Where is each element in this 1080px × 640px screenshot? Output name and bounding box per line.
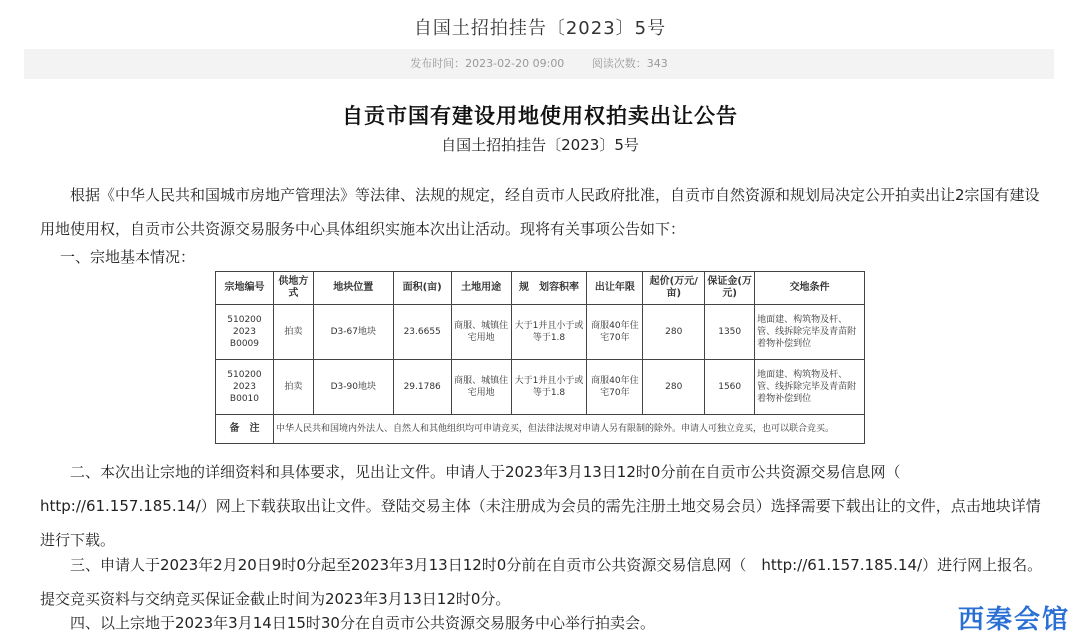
table-cell: 地面建、构筑物及杆、管、线拆除完毕及青苗附着物补偿到位: [755, 360, 865, 415]
table-header-row: [216, 272, 865, 305]
table-cell: 商服40年住宅70年: [587, 305, 643, 360]
table-cell: 510200 2023 B0009: [216, 305, 274, 360]
publish-time: 发布时间：2023-02-20 09:00: [410, 57, 565, 70]
table-cell: 大于1并且小于或等于1.8: [511, 360, 587, 415]
section-1-heading: 一、宗地基本情况：: [60, 248, 196, 266]
table-cell: 1350: [705, 305, 755, 360]
table-cell: 23.6655: [393, 305, 451, 360]
header-cell: 供地方式: [273, 272, 313, 305]
watermark-logo: 西秦会馆: [957, 605, 1070, 635]
header-cell: 土地用途: [451, 272, 511, 305]
table-cell: 280: [643, 305, 705, 360]
remark-label: 备 注: [216, 415, 274, 444]
table-remark-row: [216, 415, 865, 444]
notice-title: 自贡市国有建设用地使用权拍卖出让公告: [342, 104, 738, 128]
table-cell: 510200 2023 B0010: [216, 360, 274, 415]
header-cell: 出让年限: [587, 272, 643, 305]
table-cell: 280: [643, 360, 705, 415]
table-cell: 29.1786: [393, 360, 451, 415]
doc-number: 自国土招拍挂告〔2023〕5号: [441, 136, 639, 154]
table-cell: 商服、城镇住宅用地: [451, 305, 511, 360]
table-cell: 大于1并且小于或等于1.8: [511, 305, 587, 360]
section-3-paragraph: 三、申请人于2023年2月20日9时0分起至2023年3月13日12时0分前在自贡市公共资源交易信息网（ http://61.157.185.14/）进行网上报名。提交竞买资料与交纳竞买保证金截止时间为2023年3月13日12时0分。: [40, 556, 1043, 608]
table-cell: 1560: [705, 360, 755, 415]
section-2-paragraph: 二、本次出让宗地的详细资料和具体要求，见出让文件。申请人于2023年3月13日12时0分前在自贡市公共资源交易信息网（ http://61.157.185.14/）网上下载获取出让文件。登陆交易主体（未注册成为会员的需先注册土地交易会员）选择需要下载出让的文件，点击地块详情进行下载。: [40, 463, 1041, 549]
table-cell: D3-90地块: [313, 360, 393, 415]
page-header-title: 自国土招拍挂告〔2023〕5号: [413, 18, 667, 39]
header-cell: 地块位置: [313, 272, 393, 305]
table-cell: 拍卖: [273, 360, 313, 415]
header-cell: 面积(亩): [393, 272, 451, 305]
table-cell: D3-67地块: [313, 305, 393, 360]
view-count: 阅读次数：343: [591, 57, 668, 70]
article-meta-bar: [24, 49, 1054, 79]
header-cell: 宗地编号: [216, 272, 274, 305]
header-cell: 保证金(万元): [705, 272, 755, 305]
table-cell: 地面建、构筑物及杆、管、线拆除完毕及青苗附着物补偿到位: [755, 305, 865, 360]
header-cell: 起价(万元/亩): [643, 272, 705, 305]
table-row: [216, 305, 865, 360]
table-cell: 商服、城镇住宅用地: [451, 360, 511, 415]
table-cell: 商服40年住宅70年: [587, 360, 643, 415]
header-cell: 交地条件: [755, 272, 865, 305]
land-parcel-table: [215, 271, 865, 444]
remark-text: 中华人民共和国境内外法人、自然人和其他组织均可申请竞买，但法律法规对申请人另有限制的除外。申请人可独立竞买，也可以联合竞买。: [273, 415, 864, 444]
header-cell: 规 划容积率: [511, 272, 587, 305]
intro-paragraph: 根据《中华人民共和国城市房地产管理法》等法律、法规的规定，经自贡市人民政府批准，自贡市自然资源和规划局决定公开拍卖出让2宗国有建设用地使用权，自贡市公共资源交易服务中心具体组织实施本次出让活动。现将有关事项公告如下：: [40, 186, 1040, 238]
section-4-paragraph: 四、以上宗地于2023年3月14日15时30分在自贡市公共资源交易服务中心举行拍卖会。: [70, 614, 655, 632]
table-row: [216, 360, 865, 415]
table-cell: 拍卖: [273, 305, 313, 360]
